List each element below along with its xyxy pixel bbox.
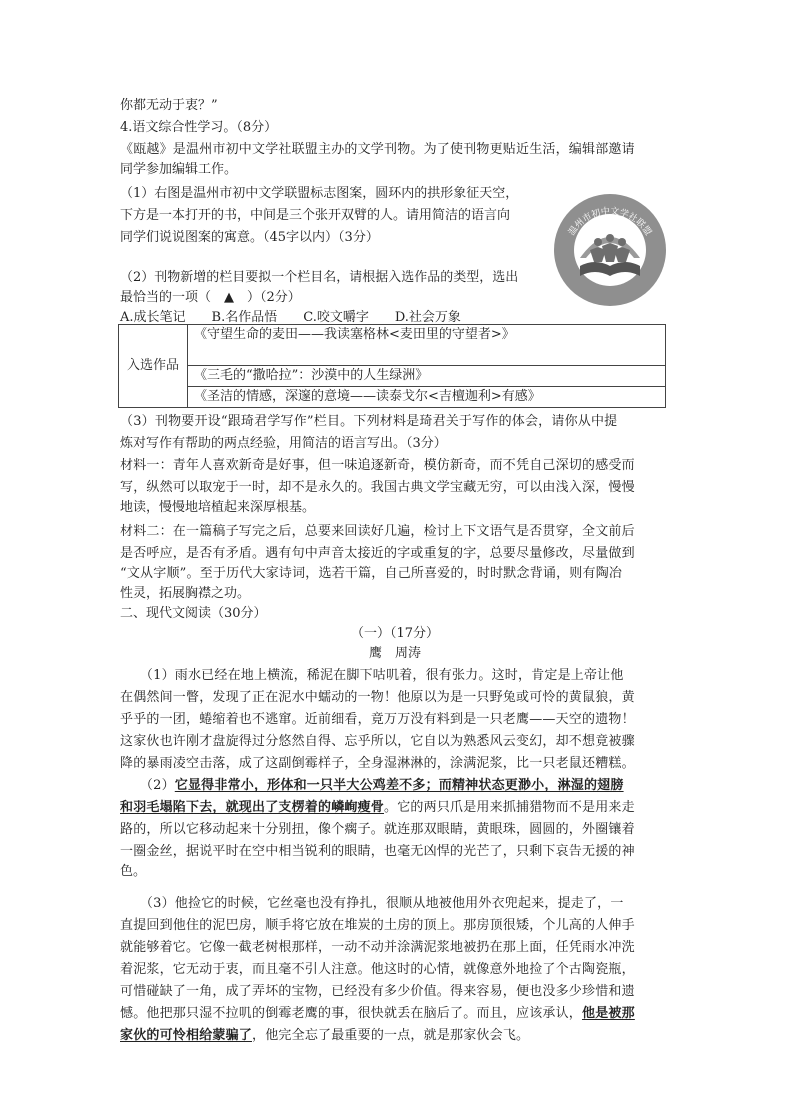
underlined-sentence: 他是被那 [582,1006,635,1021]
passage-line: 可惜碰缺了一角，成了弄坏的宝物，已经没有多少价值。得来容易，便也没多少珍惜和遗 [120,984,635,999]
text-line: 下方是一本打开的书，中间是三个张开双臂的人。请用简洁的语言向 [120,208,511,223]
passage-line: （1）雨水已经在地上横流，稀泥在脚下咕叽着，很有张力。这时，肯定是上帝让他 [120,668,624,683]
text-line: 炼对写作有帮助的两点经验，用简洁的语言写出。（3分） [120,436,447,451]
underlined-sentence: 和羽毛塌陷下去，就现出了支楞着的嶙峋瘦骨 [120,800,385,815]
passage-line: 就能够着它。它像一截老树根那样，一动不动并涂满泥浆地被扔在那上面，任凭雨水冲洗 [120,940,635,955]
text-line: （3）刊物要开设“跟琦君学写作”栏目。下列材料是琦君关于写作的体会，请你从中提 [120,414,618,429]
text-line: （2）刊物新增的栏目要拟一个栏目名，请根据入选作品的类型，选出 [120,270,519,285]
passage-line [120,1026,529,1046]
emblem-ring-text: 温州市初中文学社联盟 [567,206,653,238]
text-line: 写，纵然可以取宠于一时，却不是永久的。我国古典文学宝藏无穷，可以由浅入深，慢慢 [120,480,635,495]
question-heading: 4.语文综合性学习。（8分） [120,120,278,135]
passage-line [120,1004,635,1024]
table-cell-work: 《圣洁的情感，深邃的意境——读泰戈尔<吉檀迦利>有感》 [188,387,666,408]
selected-works-table [118,324,666,408]
passage-line: 这家伙也许刚才盘旋得过分悠然自得、忘乎所以，它自以为熟悉风云变幻，却不想竟被骤 [120,734,635,749]
text-span: （2） [120,778,175,793]
passage-line: （3）他捡它的时候，它丝毫也没有挣扎，很顺从地被他用外衣兜起来，提走了，一 [120,896,624,911]
text-line: 你都无动于衷？” [120,98,218,113]
text-line: “文从字顺”。至于历代大家诗词，选若干篇，自己所喜爱的，时时默念背诵，则有陶冶 [120,566,623,581]
text-line: （1）右图是温州市初中文学联盟标志图案，圆环内的拱形象征天空， [120,186,519,201]
text-line: 地读，慢慢地培植起来深厚根基。 [120,500,316,515]
passage-line [120,798,635,818]
passage-line: 色。 [120,864,147,879]
text-line: 性灵，拓展胸襟之功。 [120,586,251,601]
text-span: 憾。他把那只湿不拉叽的倒霉老鹰的事，很快就丢在脑后了。而且，应该承认， [120,1006,583,1021]
section-heading: 二、现代文阅读（30分） [120,606,267,621]
passage-title: 鹰 周涛 [368,646,421,661]
text-line: 同学参加编辑工作。 [120,162,238,177]
text-line: 最恰当的一项（ ▲ ）（2分） [120,290,301,305]
passage-line: 直提回到他住的泥巴房，顺手将它放在堆炭的土房的顶上。那房顶很矮，个儿高的人伸手 [120,918,635,933]
text-span: ，他完全忘了最重要的一点，就是那家伙会飞。 [252,1028,530,1043]
text-line: 材料一：青年人喜欢新奇是好事，但一味追逐新奇，模仿新奇，而不凭自己深切的感受而 [120,458,635,473]
passage-line: 乎乎的一团，蜷缩着也不逃窜。近前细看，竟万万没有料到是一只老鹰——天空的遗物！ [120,712,635,727]
passage-number: （一）（17分） [350,626,440,641]
table-label: 入选作品 [119,325,188,408]
table-cell-work: 《三毛的“撒哈拉”：沙漠中的人生绿洲》 [188,366,666,387]
underlined-sentence: 家伙的可怜相给蒙骗了 [120,1028,253,1043]
text-line: 《瓯越》是温州市初中文学社联盟主办的文学刊物。为了使刊物更贴近生活，编辑部邀请 [120,142,635,157]
passage-line: 一圈金丝，据说平时在空中相当锐利的眼睛，也毫无凶悍的光芒了，只剩下哀告无援的神 [120,844,635,859]
passage-line: 着泥浆，它无动于衷，而且毫不引人注意。他这时的心情，就像意外地捡了个古陶瓷瓶， [120,962,635,977]
passage-line: 降的暴雨凌空击落，成了这副倒霉样子，全身湿淋淋的，涂满泥浆，比一只老鼠还糟糕。 [120,756,635,771]
passage-line: 在偶然间一瞥，发现了正在泥水中蠕动的一物！他原以为是一只野兔或可怜的黄鼠狼，黄 [120,690,635,705]
text-line: 同学们说说图案的寓意。（45字以内）（3分） [120,230,379,245]
passage-line [120,776,624,796]
underlined-sentence: 它显得非常小，形体和一只半大公鸡差不多；而精神状态更渺小，淋湿的翅膀 [174,778,624,793]
text-line: 是否呼应，是否有矛盾。遇有句中声音太接近的字或重复的字，总要尽量修改，尽量做到 [120,546,635,561]
passage-line: 路的，所以它移动起来十分别扭，像个瘸子。就连那双眼睛，黄眼珠，圆圆的，外圈镶着 [120,822,635,837]
text-span: 。它的两只爪是用来抓捕猎物而不是用来走 [384,800,635,815]
answer-options: A.成长笔记 B.名作品悟 C.咬文嚼字 D.社会万象 [120,310,461,325]
table-cell-work: 《守望生命的麦田——我读塞格林<麦田里的守望者>》 [188,325,666,366]
league-emblem-logo [552,192,668,308]
text-line: 材料二：在一篇稿子写完之后，总要来回读好几遍，检讨上下文语气是否贯穿，全文前后 [120,524,635,539]
